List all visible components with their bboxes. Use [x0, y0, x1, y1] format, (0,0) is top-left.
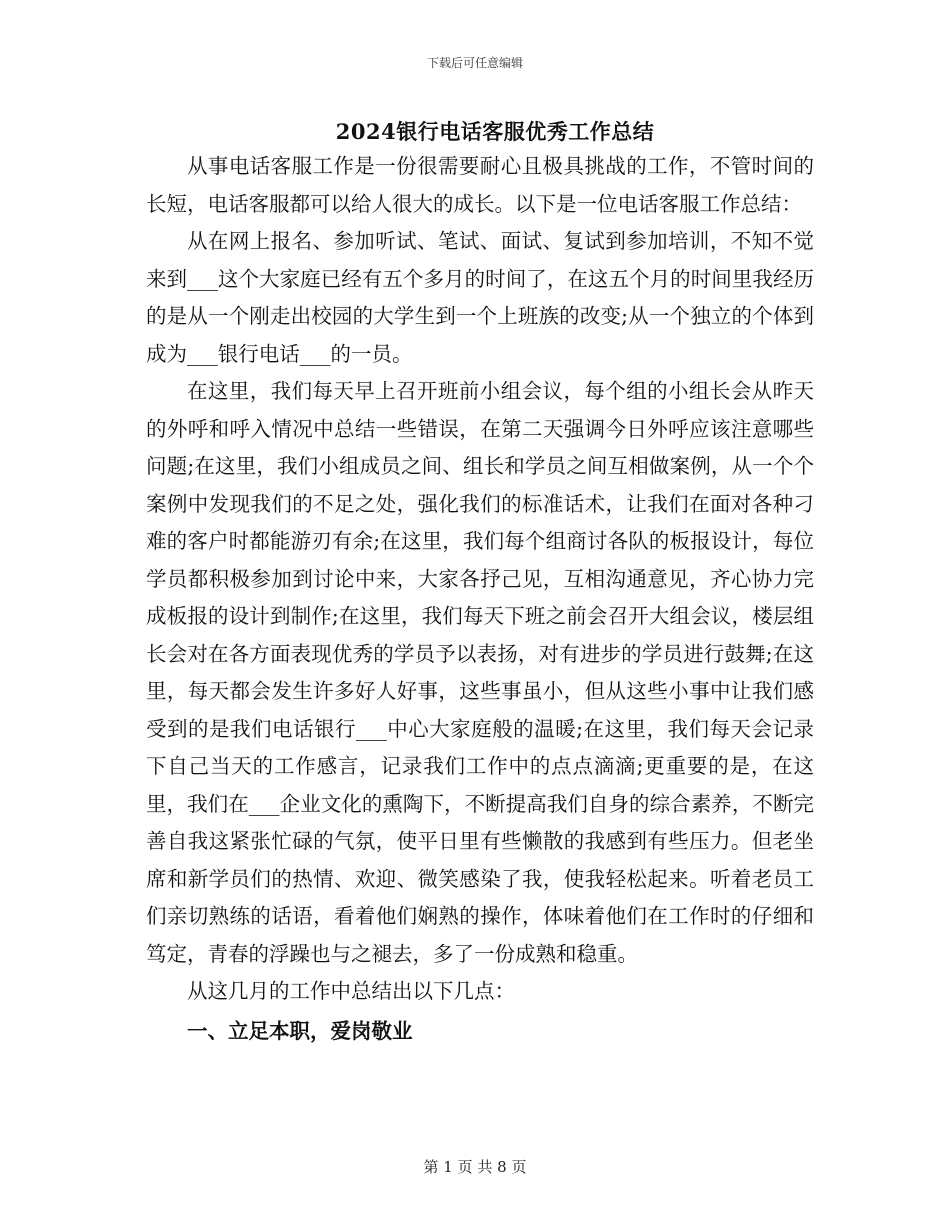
document-title: 2024银行电话客服优秀工作总结 [335, 119, 655, 144]
download-note: 下载后可任意编辑 [426, 56, 523, 70]
paragraph-summary-lead: 从这几月的工作中总结出以下几点： [187, 979, 515, 1003]
page-number: 第 1 页 共 8 页 [423, 1158, 527, 1176]
paragraph-training: 从在网上报名、参加听试、笔试、面试、复试到参加培训，不知不觉来到___这个大家庭已经有五个多月的时间了，在这五个月的时间里我经历的是从一个刚走出校园的大学生到一个上班族的改变;从一个独立的个体到成为___银行电话___的一员。 [146, 229, 814, 366]
paragraph-daily-work: 在这里，我们每天早上召开班前小组会议，每个组的小组长会从昨天的外呼和呼入情况中总结一些错误，在第二天强调今日外呼应该注意哪些问题;在这里，我们小组成员之间、组长和学员之间互相做案例，从一个个案例中发现我们的不足之处，强化我们的标准话术，让我们在面对各种刁难的客户时都能游刃有余;在这里，我们每个组商讨各队的板报设计，每位学员都积极参加到讨论中来，大家各抒己见，互相沟通意见，齐心协力完成板报的设计到制作;在这里，我们每天下班之前会召开大组会议，楼层组长会对在各方面表现优秀的学员予以表扬，对有进步的学员进行鼓舞;在这里，每天都会发生许多好人好事，这些事虽小，但从这些小事中让我们感受到的是我们电话银行___中心大家庭般的温暖;在这里，我们每天会记录下自己当天的工作感言，记录我们工作中的点点滴滴;更重要的是，在这里，我们在___企业文化的熏陶下，不断提高我们自身的综合素养，不断完善自我这紧张忙碌的气氛，使平日里有些懒散的我感到有些压力。但老坐席和新学员们的热情、欢迎、微笑感染了我，使我轻松起来。听着老员工们亲切熟练的话语，看着他们娴熟的操作，体味着他们在工作时的仔细和笃定，青春的浮躁也与之褪去，多了一份成熟和稳重。 [146, 379, 814, 966]
paragraph-intro: 从事电话客服工作是一份很需要耐心且极具挑战的工作，不管时间的长短，电话客服都可以给人很大的成长。以下是一位电话客服工作总结： [146, 154, 814, 216]
section-heading: 一、立足本职，爱岗敬业 [187, 1018, 413, 1043]
document-body [146, 148, 814, 1050]
